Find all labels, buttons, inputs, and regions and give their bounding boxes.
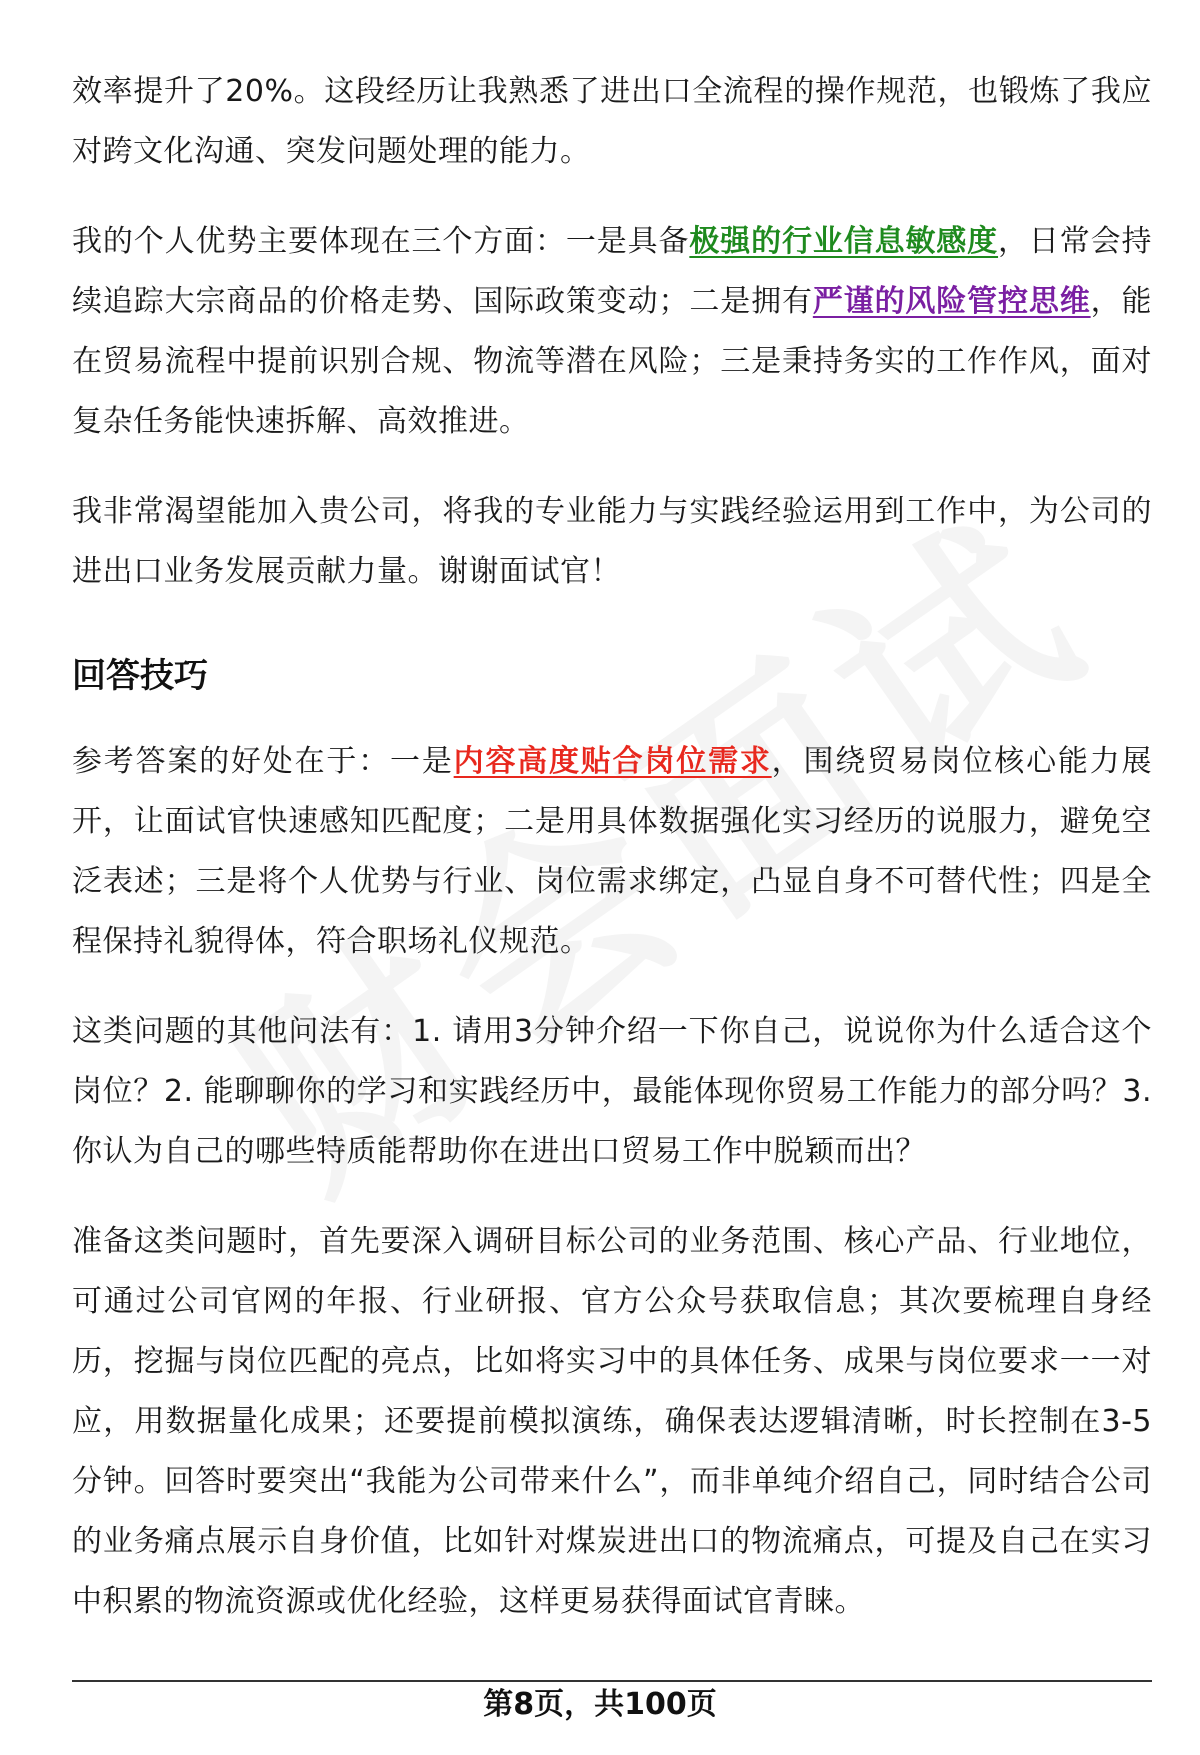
paragraph-preparation-tips: 准备这类问题时，首先要深入调研目标公司的业务范围、核心产品、行业地位，可通过公司官网的年报、行业研报、官方公众号获取信息；其次要梳理自身经历，挖掘与岗位匹配的亮点，比如将实习中的具体任务、成果与岗位要求一一对应，用数据量化成果；还要提前模拟演练，确保表达逻辑清晰，时长控制在3-5分钟。回答时要突出“我能为公司带来什么”，而非单纯介绍自己，同时结合公司的业务痛点展示自身价值，比如针对煤炭进出口的物流痛点，可提及自己在实习中积累的物流资源或优化经验，这样更易获得面试官青睐。 (72, 1224, 1152, 1619)
footer-divider (72, 1680, 1152, 1682)
highlight-job-fit: 内容高度贴合岗位需求 (453, 744, 772, 779)
page-number: 第8页，共100页 (483, 1687, 717, 1722)
section-title: 回答技巧 (72, 656, 208, 696)
text-segment: ，日常会持续追踪大宗商品的价格走势、国际政策变动；二是拥有 (72, 224, 1153, 319)
document-body (72, 62, 1152, 1662)
highlight-risk-control: 严谨的风险管控思维 (812, 284, 1091, 319)
paragraph-personal-strengths (72, 212, 1152, 452)
text-segment: 参考答案的好处在于：一是 (72, 744, 454, 779)
text-segment: ，能在贸易流程中提前识别合规、物流等潜在风险；三是秉持务实的工作作风，面对复杂任务能快速拆解、高效推进。 (72, 284, 1153, 439)
paragraph-closing: 我非常渴望能加入贵公司，将我的专业能力与实践经验运用到工作中，为公司的进出口业务发展贡献力量。谢谢面试官！ (72, 494, 1152, 589)
paragraph-alternative-questions: 这类问题的其他问法有：1. 请用3分钟介绍一下你自己，说说你为什么适合这个岗位？2. 能聊聊你的学习和实践经历中，最能体现你贸易工作能力的部分吗？3. 你认为自己的哪些特质能帮助你在进出口贸易工作中脱颖而出？ (72, 1014, 1152, 1169)
paragraph-internship-result: 效率提升了20%。这段经历让我熟悉了进出口全流程的操作规范，也锻炼了我应对跨文化沟通、突发问题处理的能力。 (72, 74, 1152, 169)
paragraph-answer-benefits (72, 732, 1152, 972)
text-segment: ，围绕贸易岗位核心能力展开，让面试官快速感知匹配度；二是用具体数据强化实习经历的说服力，避免空泛表述；三是将个人优势与行业、岗位需求绑定，凸显自身不可替代性；四是全程保持礼貌得体，符合职场礼仪规范。 (72, 744, 1153, 959)
text-segment: 我的个人优势主要体现在三个方面：一是具备 (72, 224, 690, 259)
highlight-info-sensitivity: 极强的行业信息敏感度 (689, 224, 999, 259)
